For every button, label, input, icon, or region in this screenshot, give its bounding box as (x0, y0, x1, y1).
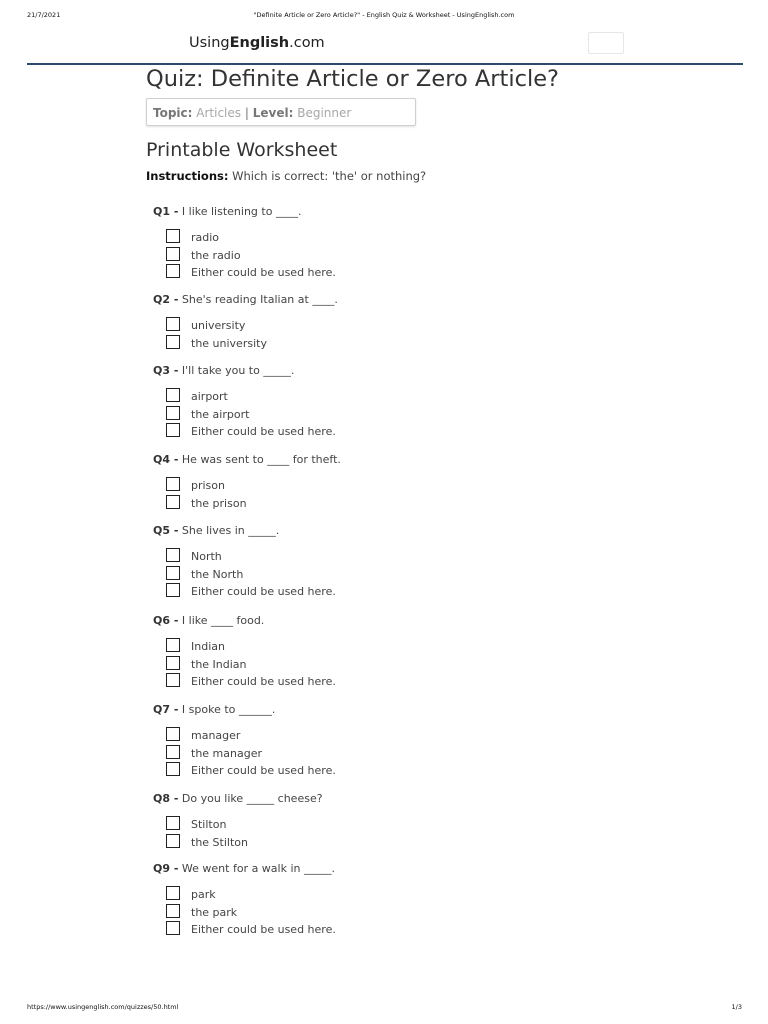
answer-option[interactable] (153, 637, 264, 655)
option-label: radio (191, 231, 220, 244)
question-text: I like ____ food. (178, 614, 265, 627)
question-prompt (153, 364, 294, 378)
section-title: Printable Worksheet (146, 139, 338, 161)
checkbox[interactable] (166, 656, 180, 670)
site-logo[interactable] (189, 35, 325, 51)
checkbox[interactable] (166, 317, 180, 331)
question-text: She lives in _____. (178, 524, 280, 537)
option-label: Either could be used here. (191, 923, 336, 936)
option-label: airport (191, 390, 228, 403)
topic-value[interactable]: Articles (196, 106, 242, 120)
question-number: Q2 - (153, 293, 179, 306)
question-number: Q3 - (153, 364, 179, 377)
checkbox[interactable] (166, 921, 180, 935)
checkbox[interactable] (166, 745, 180, 759)
option-label: the university (191, 336, 267, 350)
option-label: Either could be used here. (191, 675, 336, 688)
option-label: the prison (191, 496, 247, 510)
checkbox[interactable] (166, 886, 180, 900)
answer-option[interactable] (153, 263, 336, 281)
site-header (27, 30, 743, 65)
checkbox[interactable] (166, 229, 180, 243)
question-5 (153, 524, 336, 600)
question-6 (153, 614, 336, 690)
answer-option[interactable] (153, 726, 275, 744)
question-number: Q1 - (153, 205, 179, 218)
answer-option[interactable] (153, 565, 279, 583)
answer-option[interactable] (153, 672, 336, 690)
answer-option[interactable] (153, 833, 323, 851)
checkbox[interactable] (166, 638, 180, 652)
checkbox[interactable] (166, 816, 180, 830)
option-label: the manager (191, 746, 262, 760)
print-page-number: 1/3 (731, 1003, 742, 1011)
topic-label: Topic: (153, 106, 193, 120)
answer-option[interactable] (153, 920, 335, 938)
print-page-title: "Definite Article or Zero Article?" - English Quiz & Worksheet - UsingEnglish.com (253, 11, 515, 19)
instructions-text: Which is correct: 'the' or nothing? (228, 169, 427, 183)
print-url: https://www.usingenglish.com/quizzes/50.html (27, 1003, 179, 1011)
menu-button[interactable] (588, 32, 624, 54)
answer-option[interactable] (153, 246, 301, 264)
checkbox[interactable] (166, 388, 180, 402)
question-7 (153, 703, 336, 779)
question-number: Q7 - (153, 703, 179, 716)
checkbox[interactable] (166, 495, 180, 509)
option-label: North (191, 550, 222, 563)
answer-option[interactable] (153, 387, 294, 405)
question-text: I'll take you to _____. (178, 364, 295, 377)
question-text: We went for a walk in _____. (178, 862, 335, 875)
logo-bold: English (229, 35, 290, 51)
answer-option[interactable] (153, 815, 323, 833)
question-text: She's reading Italian at ____. (178, 293, 338, 306)
question-number: Q8 - (153, 792, 179, 805)
question-prompt (153, 524, 279, 538)
option-label: the North (191, 567, 244, 581)
answer-option[interactable] (153, 655, 264, 673)
checkbox[interactable] (166, 583, 180, 597)
option-label: the radio (191, 248, 241, 262)
answer-option[interactable] (153, 476, 341, 494)
option-label: university (191, 319, 246, 332)
answer-option[interactable] (153, 547, 279, 565)
checkbox[interactable] (166, 247, 180, 261)
print-date: 21/7/2021 (27, 11, 61, 19)
answer-option[interactable] (153, 582, 336, 600)
question-number: Q6 - (153, 614, 179, 627)
option-label: Stilton (191, 818, 227, 831)
question-2 (153, 293, 338, 351)
option-label: Indian (191, 640, 225, 653)
checkbox[interactable] (166, 335, 180, 349)
option-label: park (191, 888, 216, 901)
level-label: Level: (252, 106, 294, 120)
checkbox[interactable] (166, 477, 180, 491)
checkbox[interactable] (166, 834, 180, 848)
option-label: Either could be used here. (191, 764, 336, 777)
question-3 (153, 364, 336, 440)
answer-option[interactable] (153, 903, 335, 921)
logo-prefix: Using (189, 35, 230, 51)
option-label: manager (191, 729, 241, 742)
answer-option[interactable] (153, 228, 301, 246)
answer-option[interactable] (153, 885, 335, 903)
question-number: Q9 - (153, 862, 179, 875)
question-number: Q5 - (153, 524, 179, 537)
question-text: Do you like _____ cheese? (178, 792, 323, 805)
option-label: the park (191, 905, 238, 919)
question-9 (153, 862, 335, 938)
answer-option[interactable] (153, 334, 338, 352)
checkbox[interactable] (166, 406, 180, 420)
topic-separator: | (244, 106, 249, 120)
checkbox[interactable] (166, 904, 180, 918)
main-content (146, 64, 706, 183)
question-prompt (153, 453, 341, 467)
checkbox[interactable] (166, 548, 180, 562)
question-prompt (153, 293, 338, 307)
question-prompt (153, 862, 335, 876)
answer-option[interactable] (153, 422, 336, 440)
option-label: Either could be used here. (191, 585, 336, 598)
question-prompt (153, 205, 301, 219)
instructions-label: Instructions: (146, 169, 229, 183)
answer-option[interactable] (153, 494, 341, 512)
question-1 (153, 205, 336, 281)
question-prompt (153, 614, 264, 628)
question-text: I spoke to ______. (178, 703, 276, 716)
checkbox[interactable] (166, 423, 180, 437)
logo-suffix: .com (289, 35, 325, 51)
question-prompt (153, 792, 323, 806)
checkbox[interactable] (166, 673, 180, 687)
answer-option[interactable] (153, 761, 336, 779)
option-label: Either could be used here. (191, 425, 336, 438)
option-label: prison (191, 479, 225, 492)
answer-option[interactable] (153, 316, 338, 334)
question-number: Q4 - (153, 453, 179, 466)
print-header (0, 11, 768, 23)
question-text: He was sent to ____ for theft. (178, 453, 341, 466)
option-label: the Stilton (191, 835, 248, 849)
option-label: the airport (191, 407, 250, 421)
answer-option[interactable] (153, 405, 294, 423)
question-8 (153, 792, 323, 850)
checkbox[interactable] (166, 727, 180, 741)
question-4 (153, 453, 341, 511)
checkbox[interactable] (166, 762, 180, 776)
checkbox[interactable] (166, 264, 180, 278)
checkbox[interactable] (166, 566, 180, 580)
option-label: Either could be used here. (191, 266, 336, 279)
answer-option[interactable] (153, 744, 275, 762)
topic-level-box (146, 98, 416, 126)
page-title: Quiz: Definite Article or Zero Article? (146, 66, 559, 92)
level-value[interactable]: Beginner (297, 106, 352, 120)
option-label: the Indian (191, 657, 247, 671)
question-prompt (153, 703, 275, 717)
question-text: I like listening to ____. (178, 205, 302, 218)
instructions (146, 169, 706, 183)
